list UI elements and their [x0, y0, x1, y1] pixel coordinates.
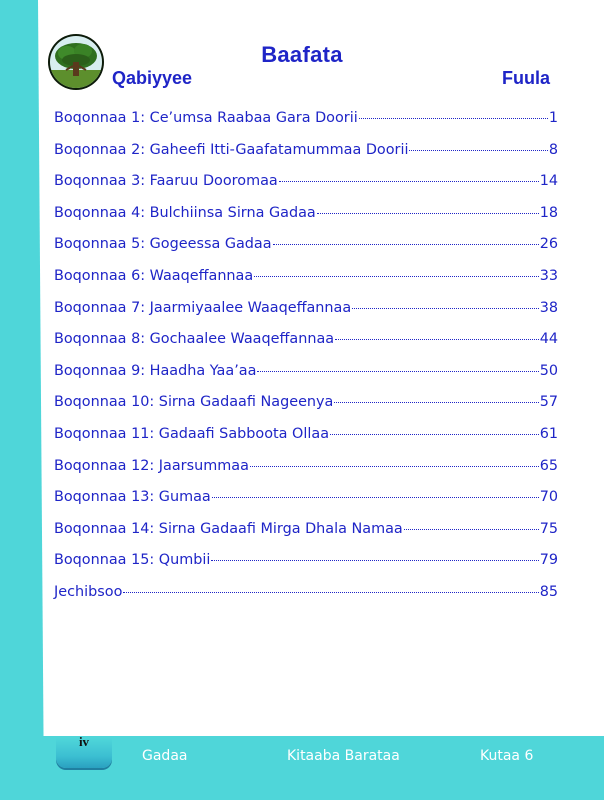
toc-entry-page: 18 [539, 204, 558, 221]
toc-dot-leader [273, 244, 539, 245]
toc-entry[interactable] [54, 331, 558, 363]
toc-entry-title: Boqonnaa 7: Jaarmiyaalee Waaqeffannaa [54, 299, 352, 316]
toc-dot-leader [123, 592, 538, 593]
toc-dot-leader [404, 529, 539, 530]
toc-entry-title: Boqonnaa 11: Gadaafi Sabboota Ollaa [54, 425, 330, 442]
contents-column-header: Qabiyyee [112, 68, 193, 88]
toc-entry-title: Boqonnaa 1: Ce’umsa Raabaa Gara Doorii [54, 110, 358, 126]
toc-entry-page: 75 [539, 520, 558, 537]
toc-dot-leader [317, 213, 539, 214]
page-number: iv [78, 734, 90, 749]
toc-entry[interactable] [54, 521, 558, 553]
toc-entry-title: Boqonnaa 2: Gaheefi Itti-Gaafatamummaa Doorii [54, 141, 409, 158]
toc-dot-leader [330, 434, 539, 435]
toc-entry-page: 33 [539, 267, 558, 284]
toc-dot-leader [254, 276, 538, 277]
toc-dot-leader [409, 150, 547, 151]
toc-entry-page: 44 [539, 331, 558, 348]
toc-entry[interactable] [54, 394, 558, 426]
toc-entry-page: 14 [539, 173, 558, 190]
toc-entry-page: 38 [539, 299, 558, 316]
toc-entry-title: Boqonnaa 4: Bulchiinsa Sirna Gadaa [54, 204, 316, 221]
toc-entry[interactable] [54, 205, 558, 237]
toc-entry[interactable] [54, 458, 558, 490]
toc-entry[interactable] [54, 300, 558, 332]
toc-entry-page: 79 [539, 552, 558, 569]
toc-entry-page: 57 [539, 394, 558, 411]
toc-entry-title: Boqonnaa 15: Qumbii [54, 552, 211, 569]
toc-entry-page: 85 [539, 583, 558, 600]
toc-entry-page: 1 [548, 110, 558, 126]
toc-entry[interactable] [54, 489, 558, 521]
toc-entry-page: 50 [539, 362, 558, 379]
toc-entry-title: Boqonnaa 14: Sirna Gadaafi Mirga Dhala Namaa [54, 520, 403, 537]
page-number-tab [56, 734, 112, 768]
toc-dot-leader [212, 497, 539, 498]
toc-entry-page: 26 [539, 236, 558, 253]
toc-entry[interactable] [54, 552, 558, 584]
toc-entry-title: Boqonnaa 13: Gumaa [54, 489, 211, 506]
toc-entry-page: 8 [548, 141, 558, 158]
footer-subject: Gadaa [142, 748, 188, 764]
toc-entry-page: 65 [539, 457, 558, 474]
toc-entry-title: Boqonnaa 12: Jaarsummaa [54, 457, 249, 474]
toc-entry-title: Boqonnaa 6: Waaqeffannaa [54, 267, 254, 284]
left-frame-band [0, 0, 44, 800]
toc-entry[interactable] [54, 426, 558, 458]
page-column-header: Fuula [502, 68, 550, 88]
toc-entry-title: Boqonnaa 9: Haadha Yaa’aa [54, 362, 257, 379]
toc-dot-leader [334, 402, 538, 403]
toc-dot-leader [211, 560, 538, 561]
footer-grade: Kutaa 6 [480, 748, 534, 764]
toc-dot-leader [352, 308, 539, 309]
toc-entry-title: Boqonnaa 10: Sirna Gadaafi Nageenya [54, 394, 334, 411]
toc-entry[interactable] [54, 584, 558, 616]
footer-book-type: Kitaaba Barataa [287, 748, 400, 764]
toc-dot-leader [279, 181, 539, 182]
toc-entry-title: Boqonnaa 5: Gogeessa Gadaa [54, 236, 272, 253]
toc-dot-leader [250, 466, 539, 467]
toc-entry-page: 70 [539, 489, 558, 506]
toc-entry-page: 61 [539, 425, 558, 442]
toc-entry[interactable] [54, 236, 558, 268]
page-title: Baafata [261, 42, 343, 67]
toc-entry[interactable] [54, 110, 558, 142]
toc-entry[interactable] [54, 363, 558, 395]
toc-dot-leader [335, 339, 539, 340]
toc-entry-title: Boqonnaa 3: Faaruu Dooromaa [54, 173, 278, 190]
toc-entry-title: Jechibsoo [54, 583, 123, 600]
table-of-contents [54, 110, 558, 616]
toc-entry[interactable] [54, 173, 558, 205]
toc-entry-title: Boqonnaa 8: Gochaalee Waaqeffannaa [54, 331, 335, 348]
toc-dot-leader [257, 371, 538, 372]
toc-entry[interactable] [54, 142, 558, 174]
toc-entry[interactable] [54, 268, 558, 300]
toc-dot-leader [359, 118, 548, 119]
